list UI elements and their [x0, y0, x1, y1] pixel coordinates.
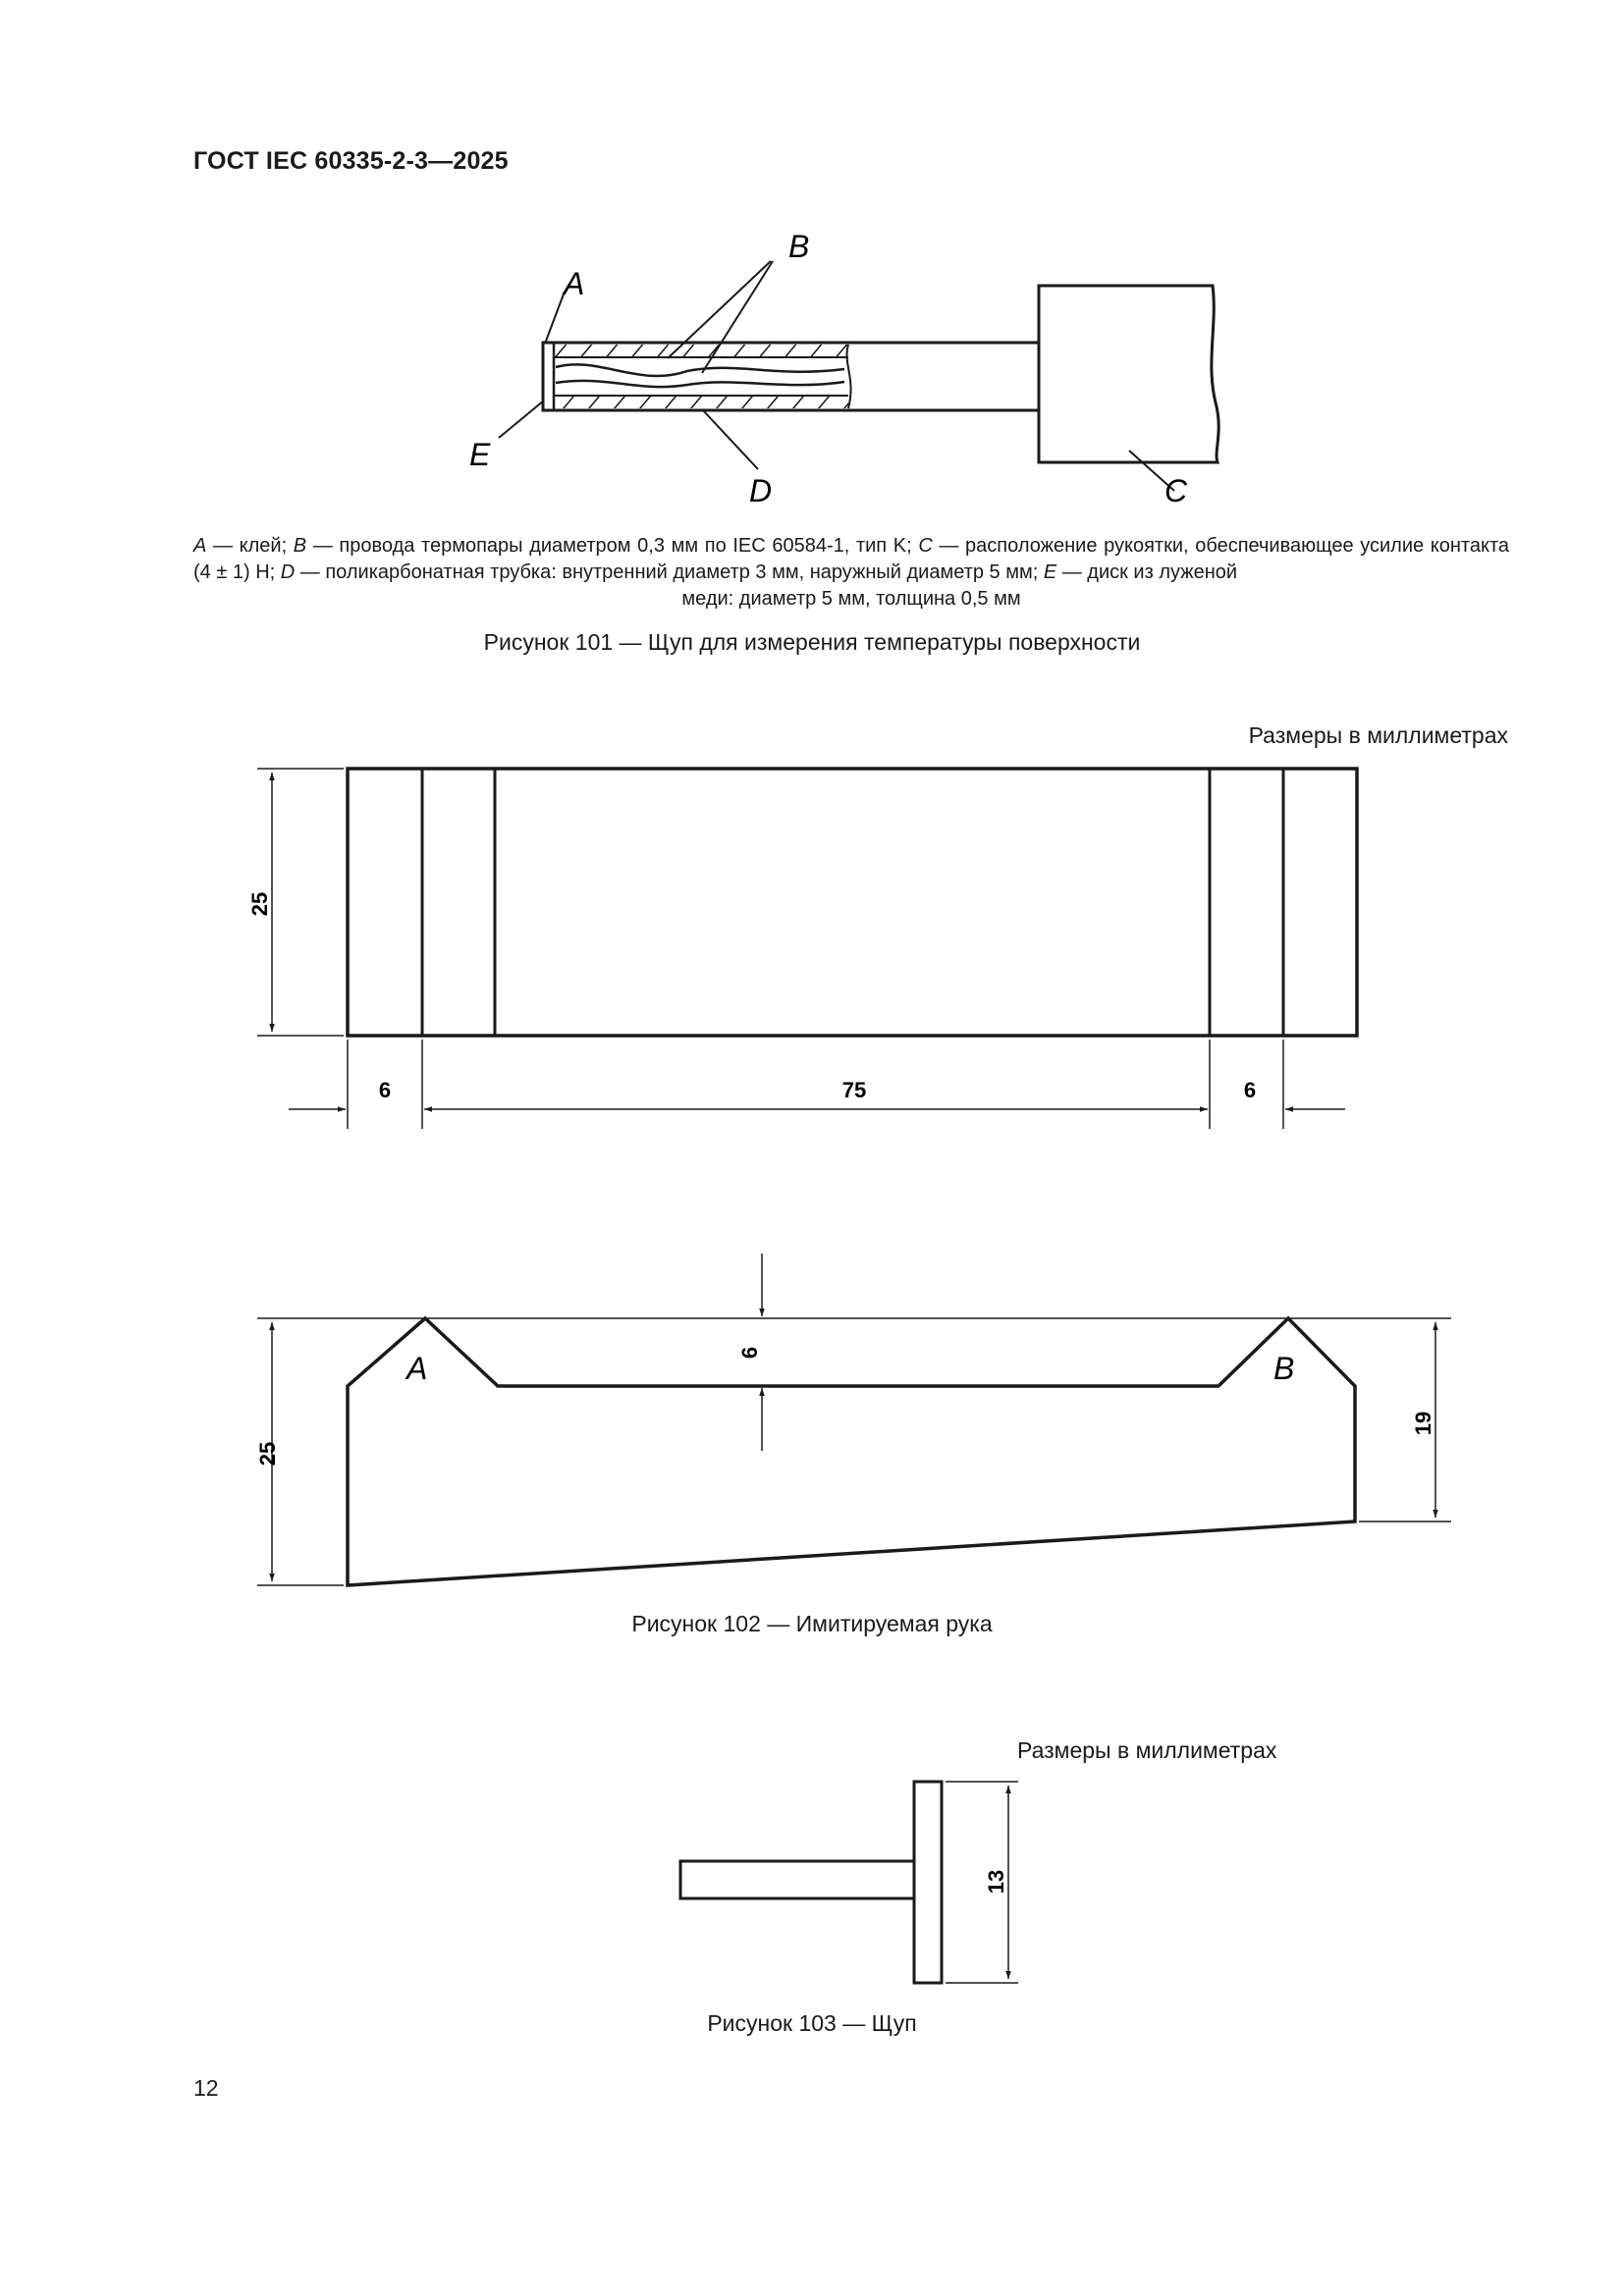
legend-text-a: — клей; [206, 535, 294, 557]
figure-101-legend [193, 533, 1509, 613]
dim-plan-height: 25 [247, 891, 272, 917]
legend-line-3: меди: диаметр 5 мм, толщина 0,5 мм [681, 588, 1021, 610]
dim-plan-left: 6 [378, 1078, 392, 1102]
legend-text-e: — диск из луженой [1056, 561, 1238, 583]
figure-101-caption: Рисунок 101 — Щуп для измерения температуры поверхности [483, 629, 1141, 655]
document-header: ГОСТ IEC 60335-2-3—2025 [193, 147, 509, 175]
page-number: 12 [193, 2075, 219, 2101]
dim-side-right-height: 19 [1411, 1411, 1435, 1436]
figure-102-plan-view [257, 769, 1357, 1129]
label-a: A [564, 266, 585, 301]
label-c: C [1164, 473, 1188, 508]
figure-103-units-note: Размеры в миллиметрах [1017, 1737, 1277, 1763]
label-d: D [749, 473, 773, 508]
dim-side-height: 25 [255, 1441, 280, 1467]
legend-key-a: A [193, 535, 207, 557]
label-side-a: A [406, 1351, 428, 1386]
figure-103-caption: Рисунок 103 — Щуп [707, 2010, 917, 2036]
legend-key-b: B [293, 535, 307, 557]
dim-probe-height: 13 [984, 1869, 1008, 1895]
figure-102-units-note: Размеры в миллиметрах [1248, 722, 1508, 748]
label-b: B [788, 229, 810, 264]
legend-text-b: — провода термопары диаметром 0,3 мм по IEC 60584-1, тип K; [306, 535, 919, 557]
figure-102-caption: Рисунок 102 — Имитируемая рука [631, 1611, 993, 1636]
legend-key-e: E [1043, 561, 1057, 583]
figure-103-drawing [680, 1782, 1018, 1983]
figure-101-drawing [499, 261, 1218, 491]
label-e: E [469, 437, 491, 472]
legend-text-d: — поликарбонатная трубка: внутренний диаметр 3 мм, наружный диаметр 5 мм; [295, 561, 1044, 583]
legend-text-c: — расположение рукоятки, обеспечивающее усилие контакта (4 ± 1) Н; [193, 535, 1510, 583]
figure-102-side-view [257, 1254, 1451, 1585]
dim-plan-middle: 75 [841, 1078, 867, 1102]
dim-side-depth: 6 [737, 1346, 762, 1360]
legend-key-d: D [280, 561, 296, 583]
legend-key-c: C [918, 535, 933, 557]
dim-plan-right: 6 [1243, 1078, 1257, 1102]
label-side-b: B [1273, 1351, 1295, 1386]
